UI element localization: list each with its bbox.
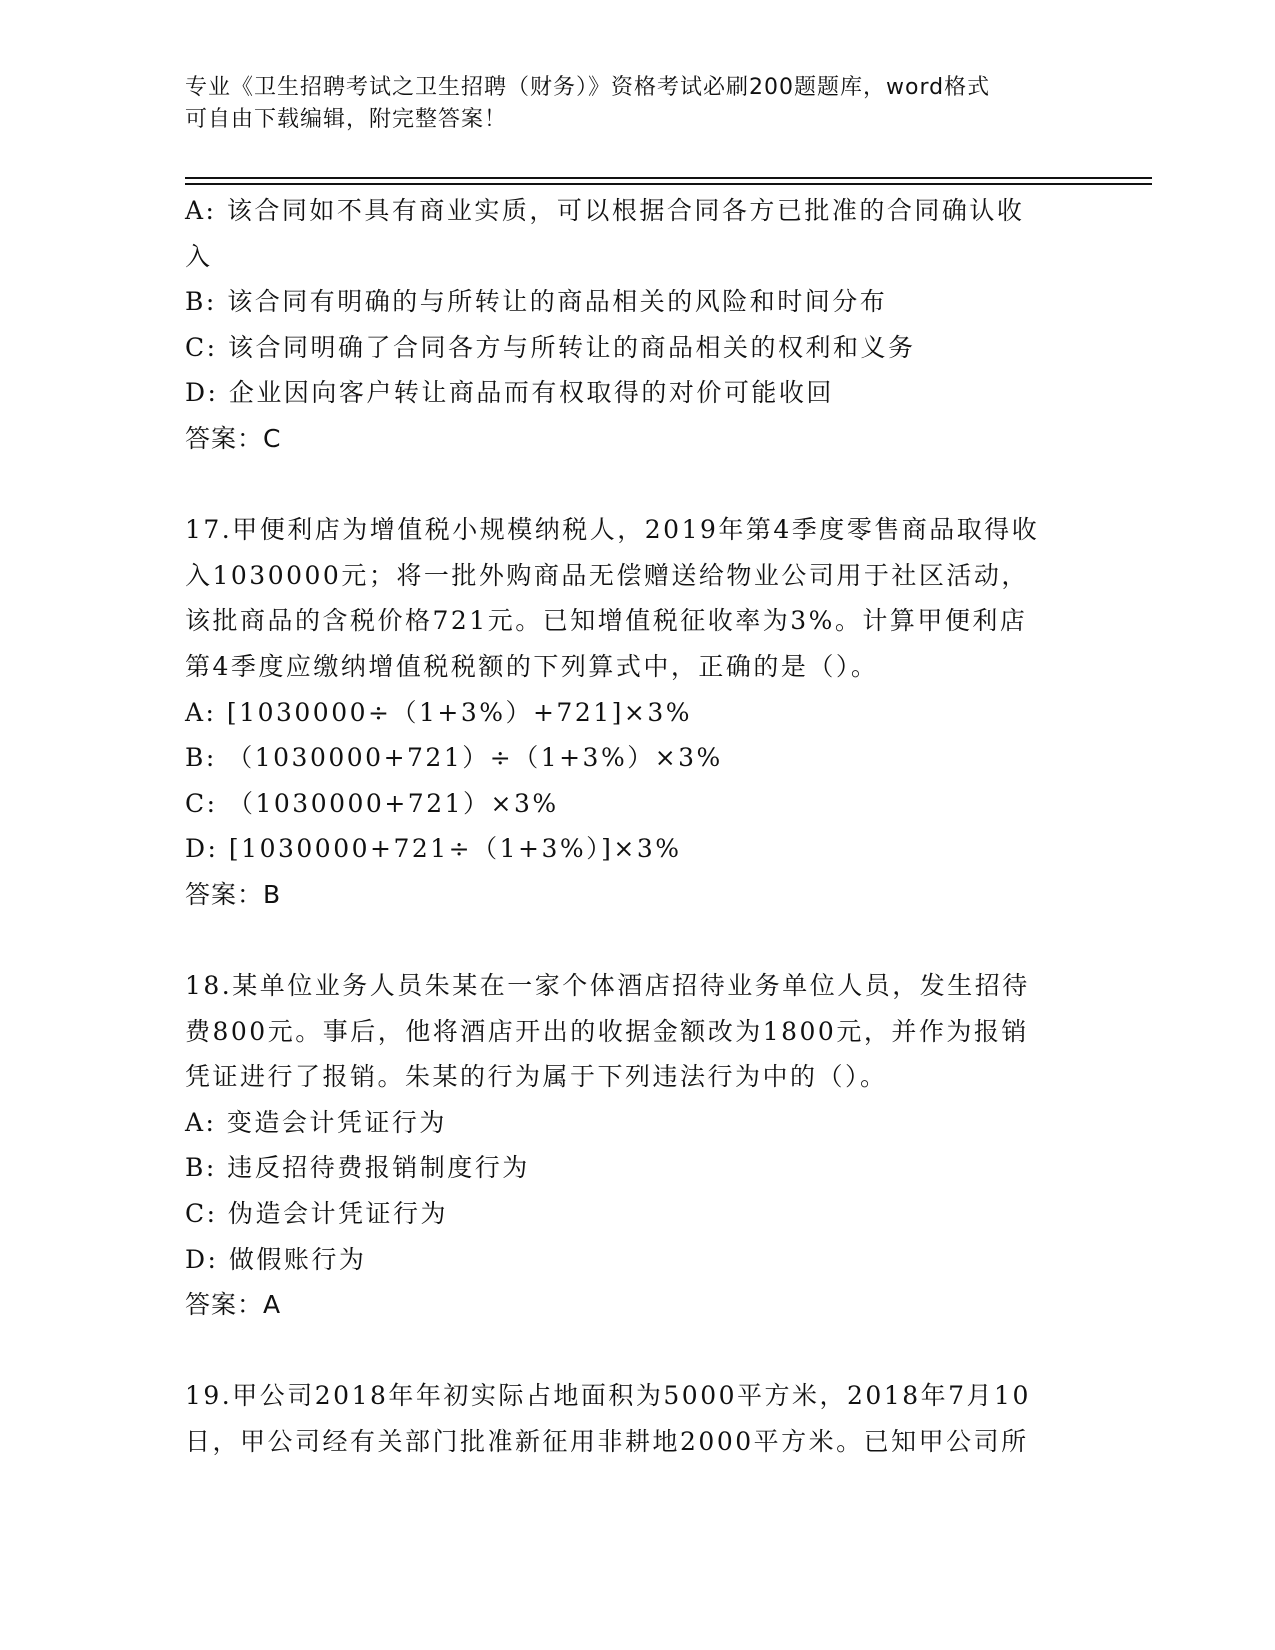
question-18-block xyxy=(185,963,1085,1328)
q16-option-a-line-2: 入 xyxy=(185,241,213,271)
header-line-1: 专业《卫生招聘考试之卫生招聘（财务）》资格考试必刷200题题库，word格式 xyxy=(185,75,991,100)
q17-answer: 答案：B xyxy=(185,879,282,909)
q18-option-b: B: 违反招待费报销制度行为 xyxy=(185,1153,530,1183)
q16-option-d: D: 企业因向客户转让商品而有权取得的对价可能收回 xyxy=(185,378,834,408)
q17-stem-line-3: 该批商品的含税价格721元。已知增值税征收率为3%。计算甲便利店 xyxy=(185,606,1028,636)
q18-stem-line-2: 费800元。事后，他将酒店开出的收据金额改为1800元，并作为报销 xyxy=(185,1016,1029,1046)
q17-stem-line-1: 17.甲便利店为增值税小规模纳税人，2019年第4季度零售商品取得收 xyxy=(185,515,1040,545)
spacer xyxy=(185,918,1085,964)
header-divider-bottom xyxy=(185,183,1152,185)
document-header xyxy=(185,72,1065,136)
question-16-block xyxy=(185,188,1085,462)
q18-stem-line-1: 18.某单位业务人员朱某在一家个体酒店招待业务单位人员，发生招待 xyxy=(185,971,1030,1001)
q18-option-a: A: 变造会计凭证行为 xyxy=(185,1107,447,1137)
q17-stem-line-2: 入1030000元；将一批外购商品无偿赠送给物业公司用于社区活动， xyxy=(185,560,1029,590)
spacer xyxy=(185,1328,1085,1374)
q16-option-c: C: 该合同明确了合同各方与所转让的商品相关的权利和义务 xyxy=(185,332,916,362)
q16-option-a-line-1: A: 该合同如不具有商业实质，可以根据合同各方已批准的合同确认收 xyxy=(185,196,1025,225)
q17-option-d: D: [1030000+721÷（1+3%）]×3% xyxy=(185,834,682,864)
document-body xyxy=(185,188,1085,1465)
q16-option-b: B: 该合同有明确的与所转让的商品相关的风险和时间分布 xyxy=(185,287,888,317)
q18-option-d: D: 做假账行为 xyxy=(185,1244,367,1274)
spacer xyxy=(185,462,1085,508)
question-19-block xyxy=(185,1373,1085,1464)
q17-option-a: A: [1030000÷（1+3%）+721]×3% xyxy=(185,697,693,727)
header-line-2: 可自由下载编辑，附完整答案！ xyxy=(185,107,508,132)
header-divider-top xyxy=(185,177,1152,179)
q17-option-c: C: （1030000+721）×3% xyxy=(185,788,559,818)
q18-stem-line-3: 凭证进行了报销。朱某的行为属于下列违法行为中的（）。 xyxy=(185,1062,888,1092)
q18-option-c: C: 伪造会计凭证行为 xyxy=(185,1199,448,1229)
q19-stem-line-2: 日，甲公司经有关部门批准新征用非耕地2000平方米。已知甲公司所 xyxy=(185,1427,1029,1457)
q17-stem-line-4: 第4季度应缴纳增值税税额的下列算式中，正确的是（）。 xyxy=(185,651,879,681)
q19-stem-line-1: 19.甲公司2018年年初实际占地面积为5000平方米，2018年7月10 xyxy=(185,1381,1031,1411)
q17-option-b: B: （1030000+721）÷（1+3%）×3% xyxy=(185,743,723,773)
q16-answer: 答案：C xyxy=(185,423,282,453)
q18-answer: 答案：A xyxy=(185,1290,282,1320)
question-17-block xyxy=(185,507,1085,917)
